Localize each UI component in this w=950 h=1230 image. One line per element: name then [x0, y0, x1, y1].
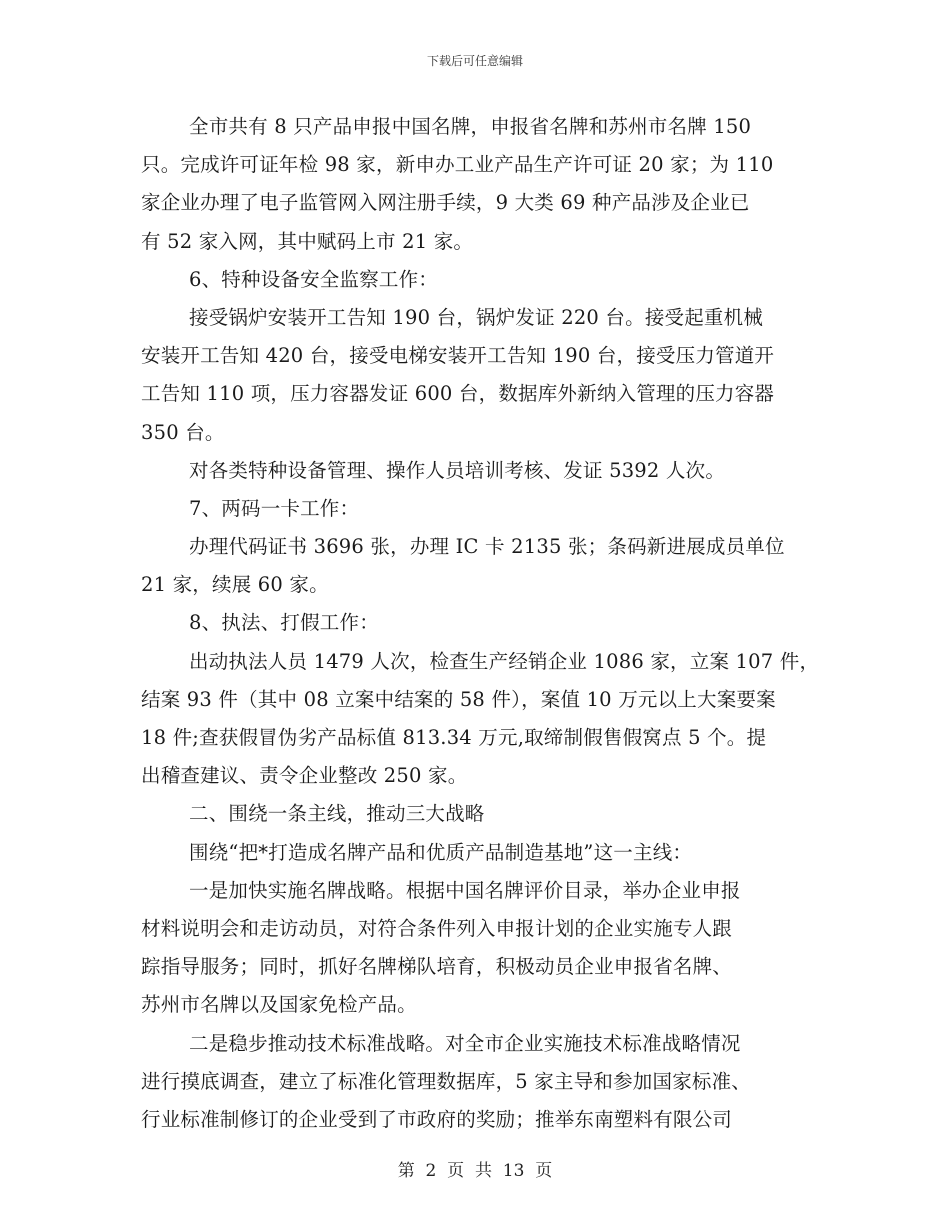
text-line: 7、两码一卡工作： [189, 496, 360, 520]
text-line: 踪指导服务；同时，抓好名牌梯队培育，积极动员企业申报省名牌、 [141, 955, 733, 979]
text-line: 350 台。 [141, 420, 225, 444]
text-line: 只。完成许可证年检 98 家，新申办工业产品生产许可证 20 家；为 110 [141, 153, 774, 177]
text-line: 接受锅炉安装开工告知 190 台，锅炉发证 220 台。接受起重机械 [189, 305, 764, 329]
text-line: 对各类特种设备管理、操作人员培训考核、发证 5392 人次。 [189, 458, 726, 482]
text-line: 工告知 110 项，压力容器发证 600 台，数据库外新纳入管理的压力容器 [141, 382, 775, 406]
text-line: 二是稳步推动技术标准战略。对全市企业实施技术标准战略情况 [189, 1031, 741, 1055]
text-line: 进行摸底调查，建立了标准化管理数据库，5 家主导和参加国家标准、 [141, 1069, 752, 1093]
text-line: 18 件;查获假冒伪劣产品标值 813.34 万元,取缔制假售假窝点 5 个。提 [141, 726, 767, 749]
text-line: 有 52 家入网，其中赋码上市 21 家。 [141, 229, 474, 253]
text-line: 二、围绕一条主线，推动三大战略 [189, 802, 485, 826]
text-line: 结案 93 件（其中 08 立案中结案的 58 件），案值 10 万元以上大案要案 [141, 687, 776, 711]
text-line: 办理代码证书 3696 张，办理 IC 卡 2135 张；条码新进展成员单位 [189, 535, 785, 559]
text-line: 出稽查建议、责令企业整改 250 家。 [141, 764, 468, 788]
page-header-note: 下载后可任意编辑 [426, 54, 523, 68]
text-line: 一是加快实施名牌战略。根据中国名牌评价目录，举办企业申报 [189, 878, 741, 902]
text-line: 围绕“把*打造成名牌产品和优质产品制造基地”这一主线： [189, 840, 693, 864]
text-line: 材料说明会和走访动员，对符合条件列入申报计划的企业实施专人跟 [141, 916, 733, 940]
text-line: 全市共有 8 只产品申报中国名牌，申报省名牌和苏州市名牌 150 [189, 115, 752, 138]
document-body [141, 108, 821, 1139]
text-line: 安装开工告知 420 台，接受电梯安装开工告知 190 台，接受压力管道开 [141, 344, 775, 368]
text-line: 出动执法人员 1479 人次，检查生产经销企业 1086 家，立案 107 件， [189, 649, 820, 673]
text-line: 6、特种设备安全监察工作： [189, 267, 439, 291]
page-number-footer: 第 2 页 共 13 页 [397, 1161, 553, 1181]
text-line: 行业标准制修订的企业受到了市政府的奖励；推举东南塑料有限公司 [141, 1107, 733, 1131]
text-line: 苏州市名牌以及国家免检产品。 [141, 993, 417, 1017]
text-line: 家企业办理了电子监管网入网注册手续，9 大类 69 种产品涉及企业已 [141, 191, 750, 215]
text-line: 8、执法、打假工作： [189, 611, 379, 635]
text-line: 21 家，续展 60 家。 [141, 573, 329, 597]
